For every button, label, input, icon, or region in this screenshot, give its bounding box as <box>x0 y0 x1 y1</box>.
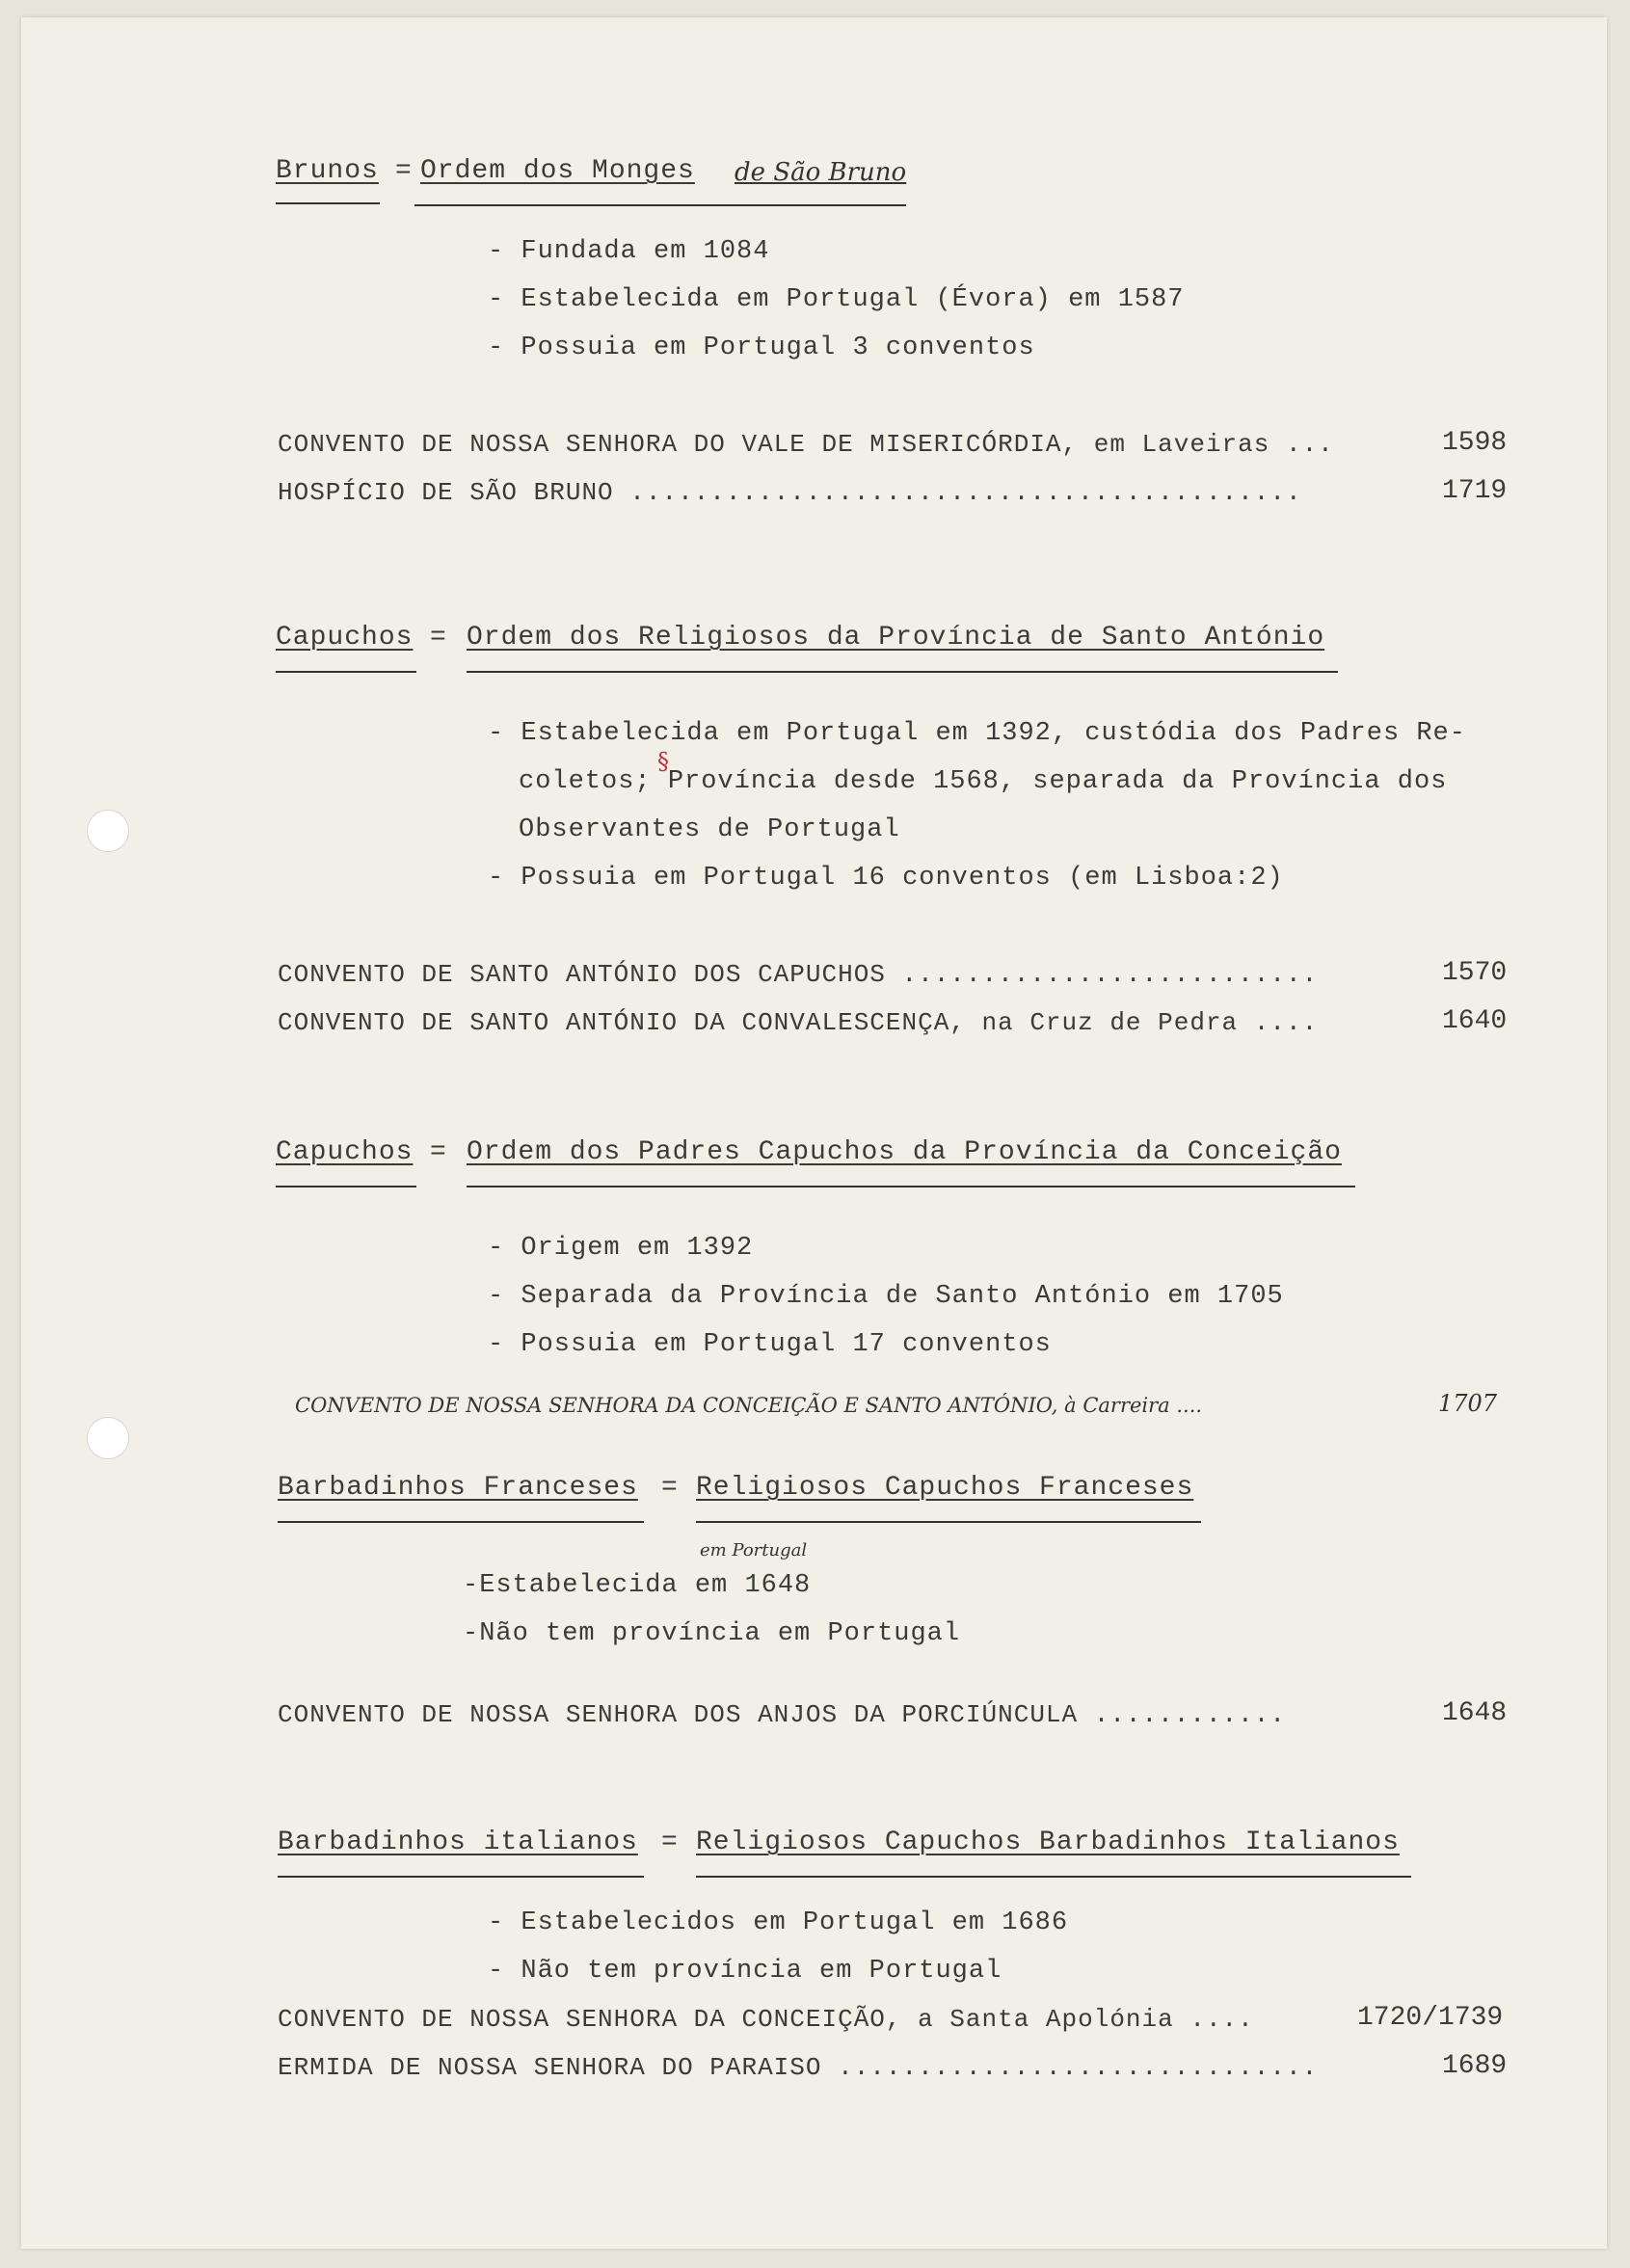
entry-year: 1648 <box>1442 1698 1508 1728</box>
entry-name: HOSPÍCIO DE SÃO BRUNO .......................................... <box>278 478 1302 507</box>
list-item: - Separada da Província de Santo António em 1705 <box>488 1282 1284 1311</box>
correction-mark: § <box>657 748 669 775</box>
entry-name: CONVENTO DE NOSSA SENHORA DO VALE DE MISERICÓRDIA, em Laveiras ... <box>278 430 1334 459</box>
equals-sign: = <box>430 623 447 653</box>
section-subtitle: Religiosos Capuchos Barbadinhos Italianos <box>696 1828 1400 1857</box>
equals-sign: = <box>661 1828 679 1857</box>
section-subtitle: Ordem dos Religiosos da Província de Santo António <box>467 623 1325 653</box>
double-underline <box>278 1521 644 1523</box>
section-title: Brunos <box>276 156 379 186</box>
double-underline <box>696 1876 1411 1878</box>
double-underline <box>276 671 416 673</box>
handwritten-insert: em Portugal <box>700 1540 808 1561</box>
double-underline <box>276 202 380 204</box>
equals-sign: = <box>661 1473 679 1503</box>
punch-hole <box>87 810 129 852</box>
section-title: Capuchos <box>276 623 414 653</box>
list-item: - Origem em 1392 <box>488 1234 754 1263</box>
entry-year: 1598 <box>1442 428 1508 458</box>
list-item: - Estabelecida em Portugal em 1392, custódia dos Padres Re- <box>488 719 1466 748</box>
list-item: - Estabelecidos em Portugal em 1686 <box>488 1908 1069 1937</box>
entry-name: CONVENTO DE SANTO ANTÓNIO DA CONVALESCENÇA, na Cruz de Pedra .... <box>278 1008 1319 1037</box>
list-item: - Estabelecida em Portugal (Évora) em 1587 <box>488 285 1185 314</box>
entry-year: 1719 <box>1442 476 1508 506</box>
double-underline <box>276 1186 416 1187</box>
handwritten-entry: CONVENTO DE NOSSA SENHORA DA CONCEIÇÃO E SANTO ANTÓNIO, à Carreira .... <box>295 1394 1203 1417</box>
handwritten-year: 1707 <box>1438 1390 1498 1417</box>
list-item: - Possuia em Portugal 17 conventos <box>488 1330 1052 1359</box>
section-title: Barbadinhos italianos <box>278 1828 638 1857</box>
entry-name: ERMIDA DE NOSSA SENHORA DO PARAISO .............................. <box>278 2053 1319 2082</box>
list-item: -Não tem província em Portugal <box>463 1619 961 1648</box>
double-underline <box>414 204 906 206</box>
section-title: Barbadinhos Franceses <box>278 1473 638 1503</box>
equals-sign: = <box>430 1137 447 1167</box>
section-title: Capuchos <box>276 1137 414 1167</box>
list-item: - Possuia em Portugal 16 conventos (em Lisboa:2) <box>488 864 1284 893</box>
equals-sign: = <box>395 156 413 186</box>
list-item: - Possuia em Portugal 3 conventos <box>488 334 1035 362</box>
section-subtitle: Religiosos Capuchos Franceses <box>696 1473 1194 1503</box>
entry-year: 1640 <box>1442 1006 1508 1036</box>
entry-name: CONVENTO DE NOSSA SENHORA DOS ANJOS DA PORCIÚNCULA ............ <box>278 1700 1286 1729</box>
list-item: coletos; Província desde 1568, separada da Província dos <box>519 767 1448 796</box>
punch-hole <box>87 1417 129 1459</box>
double-underline <box>467 671 1338 673</box>
entry-name: CONVENTO DE NOSSA SENHORA DA CONCEIÇÃO, a Santa Apolónia .... <box>278 2005 1254 2034</box>
handwritten-subtitle: de São Bruno <box>735 158 907 187</box>
double-underline <box>467 1186 1355 1187</box>
entry-year: 1720/1739 <box>1357 2003 1504 2033</box>
double-underline <box>696 1521 1201 1523</box>
list-item: - Não tem província em Portugal <box>488 1957 1002 1986</box>
entry-year: 1689 <box>1442 2051 1508 2081</box>
list-item: -Estabelecida em 1648 <box>463 1571 812 1600</box>
entry-name: CONVENTO DE SANTO ANTÓNIO DOS CAPUCHOS .......................... <box>278 960 1319 989</box>
list-item: Observantes de Portugal <box>519 815 900 844</box>
entry-year: 1570 <box>1442 958 1508 988</box>
section-subtitle: Ordem dos Padres Capuchos da Província da Conceição <box>467 1137 1342 1167</box>
list-item: - Fundada em 1084 <box>488 237 770 266</box>
double-underline <box>278 1876 644 1878</box>
section-subtitle: Ordem dos Monges <box>420 156 695 186</box>
